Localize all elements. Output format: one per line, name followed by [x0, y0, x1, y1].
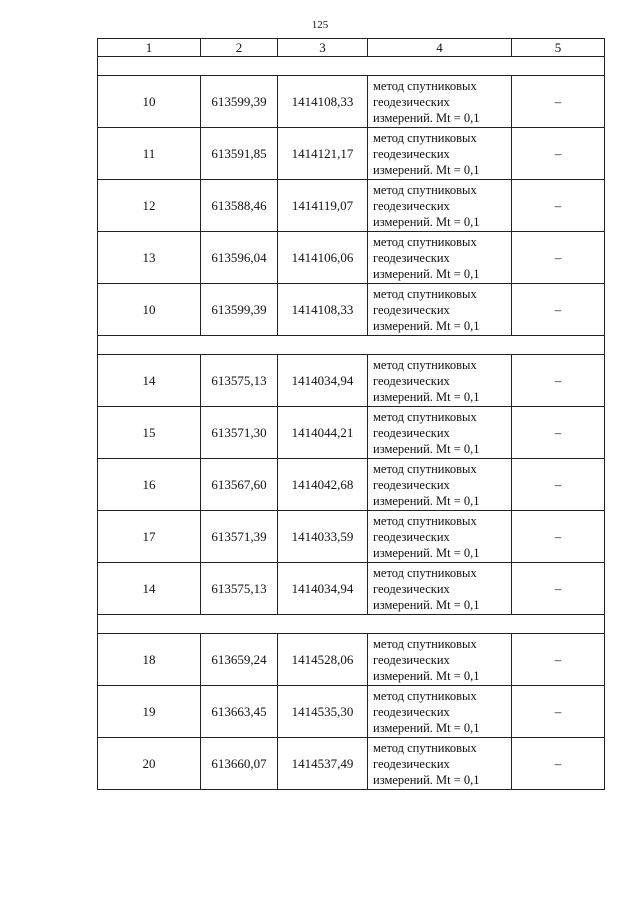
table-row [98, 284, 605, 336]
table-row [98, 76, 605, 128]
point-number-cell: 17 [98, 511, 201, 563]
column-5-cell: – [512, 284, 605, 336]
coordinate-x-cell: 613660,07 [201, 738, 278, 790]
point-number-cell: 18 [98, 634, 201, 686]
method-line: измерений. Mt = 0,1 [373, 545, 480, 560]
header-col-3: 3 [278, 39, 368, 57]
table-row [98, 355, 605, 407]
coordinate-x-cell: 613588,46 [201, 180, 278, 232]
coordinate-y-cell: 1414535,30 [278, 686, 368, 738]
section-separator-cell [98, 57, 605, 76]
coordinate-x-cell: 613599,39 [201, 76, 278, 128]
coordinate-y-cell: 1414108,33 [278, 76, 368, 128]
coordinate-x-cell: 613663,45 [201, 686, 278, 738]
method-cell [368, 355, 512, 407]
coordinate-y-cell: 1414121,17 [278, 128, 368, 180]
table-row [98, 738, 605, 790]
method-line: метод спутниковых [373, 234, 477, 249]
section-separator-cell [98, 336, 605, 355]
coordinate-y-cell: 1414034,94 [278, 563, 368, 615]
section-separator-cell [98, 615, 605, 634]
table-row [98, 180, 605, 232]
method-line: геодезических [373, 94, 450, 109]
method-cell [368, 563, 512, 615]
method-cell [368, 128, 512, 180]
column-5-cell: – [512, 355, 605, 407]
point-number-cell: 10 [98, 76, 201, 128]
point-number-cell: 19 [98, 686, 201, 738]
method-cell [368, 511, 512, 563]
method-cell [368, 76, 512, 128]
coordinate-x-cell: 613575,13 [201, 355, 278, 407]
point-number-cell: 11 [98, 128, 201, 180]
point-number-cell: 16 [98, 459, 201, 511]
table-row [98, 511, 605, 563]
point-number-cell: 14 [98, 563, 201, 615]
method-line: метод спутниковых [373, 461, 477, 476]
coordinate-y-cell: 1414528,06 [278, 634, 368, 686]
method-cell [368, 738, 512, 790]
coordinate-y-cell: 1414033,59 [278, 511, 368, 563]
coordinate-y-cell: 1414108,33 [278, 284, 368, 336]
coordinate-y-cell: 1414537,49 [278, 738, 368, 790]
method-line: измерений. Mt = 0,1 [373, 441, 480, 456]
header-col-1: 1 [98, 39, 201, 57]
table-row [98, 634, 605, 686]
point-number-cell: 20 [98, 738, 201, 790]
coordinates-table [97, 38, 605, 790]
page-number: 125 [311, 19, 329, 31]
column-5-cell: – [512, 634, 605, 686]
column-5-cell: – [512, 459, 605, 511]
method-line: геодезических [373, 250, 450, 265]
column-5-cell: – [512, 511, 605, 563]
section-separator-row [98, 615, 605, 634]
table-row [98, 128, 605, 180]
method-line: измерений. Mt = 0,1 [373, 389, 480, 404]
method-line: измерений. Mt = 0,1 [373, 214, 480, 229]
method-cell [368, 686, 512, 738]
table-header-row [98, 39, 605, 57]
method-line: измерений. Mt = 0,1 [373, 597, 480, 612]
point-number-cell: 12 [98, 180, 201, 232]
method-line: измерений. Mt = 0,1 [373, 493, 480, 508]
point-number-cell: 15 [98, 407, 201, 459]
method-cell [368, 634, 512, 686]
coordinate-y-cell: 1414042,68 [278, 459, 368, 511]
method-cell [368, 180, 512, 232]
method-line: геодезических [373, 425, 450, 440]
method-line: измерений. Mt = 0,1 [373, 318, 480, 333]
coordinate-y-cell: 1414106,06 [278, 232, 368, 284]
method-line: метод спутниковых [373, 740, 477, 755]
coordinate-x-cell: 613571,30 [201, 407, 278, 459]
method-line: метод спутниковых [373, 357, 477, 372]
method-cell [368, 407, 512, 459]
method-line: измерений. Mt = 0,1 [373, 720, 480, 735]
header-col-5: 5 [512, 39, 605, 57]
method-line: измерений. Mt = 0,1 [373, 266, 480, 281]
table-row [98, 232, 605, 284]
column-5-cell: – [512, 738, 605, 790]
method-line: геодезических [373, 704, 450, 719]
column-5-cell: – [512, 180, 605, 232]
method-line: метод спутниковых [373, 182, 477, 197]
method-line: метод спутниковых [373, 688, 477, 703]
coordinate-y-cell: 1414044,21 [278, 407, 368, 459]
method-line: метод спутниковых [373, 78, 477, 93]
method-line: геодезических [373, 302, 450, 317]
method-cell [368, 232, 512, 284]
method-line: метод спутниковых [373, 565, 477, 580]
method-line: метод спутниковых [373, 409, 477, 424]
method-line: метод спутниковых [373, 130, 477, 145]
method-line: геодезических [373, 373, 450, 388]
header-col-4: 4 [368, 39, 512, 57]
coordinate-x-cell: 613571,39 [201, 511, 278, 563]
method-line: геодезических [373, 652, 450, 667]
coordinate-y-cell: 1414119,07 [278, 180, 368, 232]
method-line: геодезических [373, 756, 450, 771]
table-row [98, 459, 605, 511]
point-number-cell: 13 [98, 232, 201, 284]
method-cell [368, 459, 512, 511]
coordinate-x-cell: 613659,24 [201, 634, 278, 686]
coordinate-x-cell: 613575,13 [201, 563, 278, 615]
column-5-cell: – [512, 128, 605, 180]
method-line: геодезических [373, 477, 450, 492]
method-line: метод спутниковых [373, 286, 477, 301]
coordinate-x-cell: 613567,60 [201, 459, 278, 511]
column-5-cell: – [512, 563, 605, 615]
method-line: измерений. Mt = 0,1 [373, 668, 480, 683]
section-separator-row [98, 57, 605, 76]
method-line: геодезических [373, 146, 450, 161]
column-5-cell: – [512, 686, 605, 738]
method-line: геодезических [373, 198, 450, 213]
method-cell [368, 284, 512, 336]
column-5-cell: – [512, 232, 605, 284]
header-col-2: 2 [201, 39, 278, 57]
column-5-cell: – [512, 407, 605, 459]
method-line: измерений. Mt = 0,1 [373, 110, 480, 125]
method-line: геодезических [373, 581, 450, 596]
table-row [98, 686, 605, 738]
coordinate-x-cell: 613599,39 [201, 284, 278, 336]
section-separator-row [98, 336, 605, 355]
method-line: метод спутниковых [373, 636, 477, 651]
method-line: метод спутниковых [373, 513, 477, 528]
table-row [98, 563, 605, 615]
table-row [98, 407, 605, 459]
table-body [98, 57, 605, 790]
method-line: геодезических [373, 529, 450, 544]
column-5-cell: – [512, 76, 605, 128]
coordinate-x-cell: 613596,04 [201, 232, 278, 284]
point-number-cell: 14 [98, 355, 201, 407]
coordinate-y-cell: 1414034,94 [278, 355, 368, 407]
coordinate-x-cell: 613591,85 [201, 128, 278, 180]
method-line: измерений. Mt = 0,1 [373, 772, 480, 787]
point-number-cell: 10 [98, 284, 201, 336]
method-line: измерений. Mt = 0,1 [373, 162, 480, 177]
